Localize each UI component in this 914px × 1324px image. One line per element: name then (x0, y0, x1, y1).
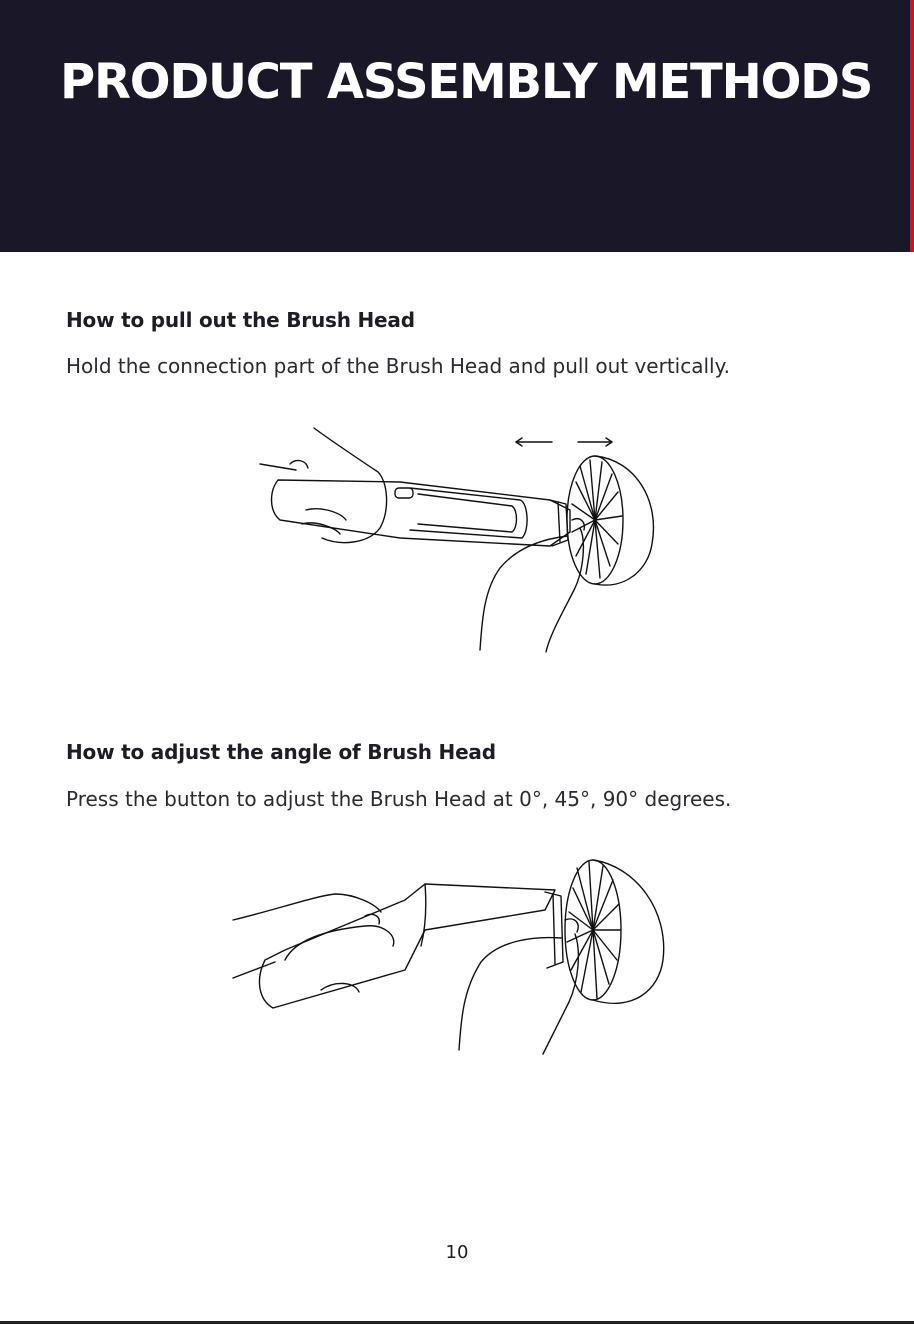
hand-pulling-brush-head-illustration (250, 420, 670, 660)
header-banner (0, 0, 914, 252)
page-title: PRODUCT ASSEMBLY METHODS (60, 54, 873, 110)
section-heading-pull-out: How to pull out the Brush Head (66, 308, 415, 332)
hand-pressing-angle-button-illustration (225, 850, 675, 1060)
page-number: 10 (445, 1242, 469, 1263)
section-body-pull-out: Hold the connection part of the Brush Head and pull out vertically. (66, 354, 730, 378)
section-heading-adjust-angle: How to adjust the angle of Brush Head (66, 740, 496, 764)
pull-direction-arrows (516, 438, 612, 446)
section-body-adjust-angle: Press the button to adjust the Brush Head at 0°, 45°, 90° degrees. (66, 787, 732, 811)
